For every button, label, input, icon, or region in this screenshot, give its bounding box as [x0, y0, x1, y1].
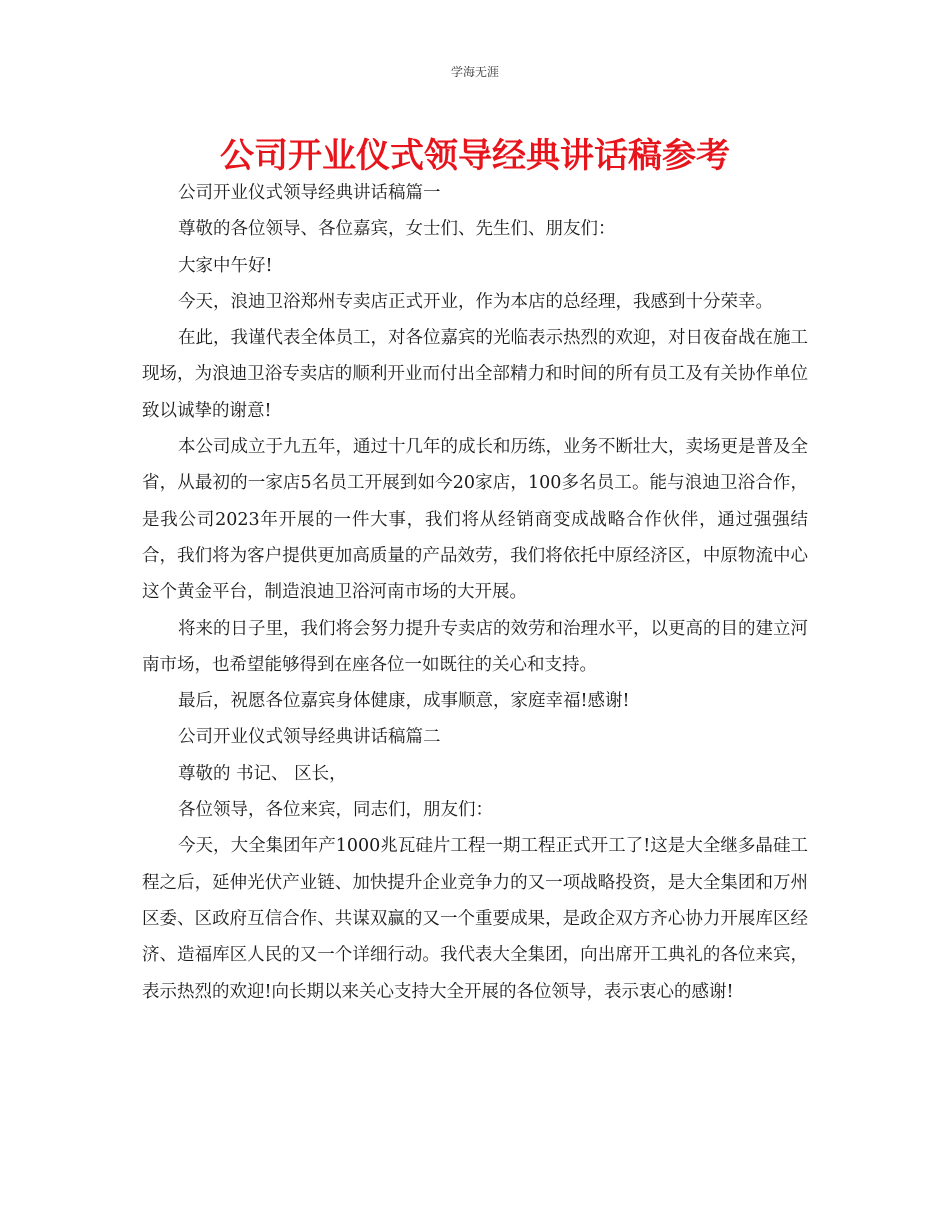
- paragraph: 公司开业仪式领导经典讲话稿篇一: [178, 183, 441, 203]
- paragraph: 本公司成立于九五年，通过十几年的成长和历练，业务不断壮大，卖场更是普及全省，从最初的一家店5名员工开展到如今20家店，100多名员工。能与浪迪卫浴合作，是我公司2023年开展的一件大事，我们将从经销商变成战略合作伙伴，通过强强结合，我们将为客户提供更加高质量的产品效劳，我们将依托中原经济区，中原物流中心这个黄金平台，制造浪迪卫浴河南市场的大开展。: [142, 437, 808, 603]
- paragraph: 公司开业仪式领导经典讲话稿篇二: [178, 727, 441, 748]
- paragraph: 最后，祝愿各位嘉宾身体健康，成事顺意，家庭幸福!感谢!: [178, 691, 630, 712]
- page-header: 学海无涯: [450, 65, 499, 79]
- paragraph: 尊敬的 书记、 区长，: [178, 763, 347, 784]
- paragraph: 各位领导，各位来宾，同志们，朋友们：: [178, 800, 493, 821]
- paragraph: 大家中午好!: [178, 255, 273, 276]
- paragraph: 尊敬的各位领导、各位嘉宾，女士们、先生们、朋友们：: [178, 219, 616, 240]
- paragraph: 今天，大全集团年产1000兆瓦硅片工程一期工程正式开工了!这是大全继多晶硅工程之后，延伸光伏产业链、加快提升企业竞争力的又一项战略投资，是大全集团和万州区委、区政府互信合作、共谋双赢的又一个重要成果，是政企双方齐心协力开展库区经济、造福库区人民的又一个详细行动。我代表大全集团，向出席开工典礼的各位来宾，表示热烈的欢迎!向长期以来关心支持大全开展的各位领导，表示衷心的感谢!: [142, 836, 808, 1002]
- document-body: [142, 175, 808, 1010]
- document-title: 公司开业仪式领导经典讲话稿参考: [220, 136, 730, 176]
- paragraph: 将来的日子里，我们将会努力提升专卖店的效劳和治理水平，以更高的目的建立河南市场，也希望能够得到在座各位一如既往的关心和支持。: [142, 618, 808, 675]
- paragraph: 在此，我谨代表全体员工，对各位嘉宾的光临表示热烈的欢迎，对日夜奋战在施工现场，为浪迪卫浴专卖店的顺利开业而付出全部精力和时间的所有员工及有关协作单位致以诚挚的谢意!: [142, 328, 808, 421]
- paragraph: 今天，浪迪卫浴郑州专卖店正式开业，作为本店的总经理，我感到十分荣幸。: [178, 291, 773, 312]
